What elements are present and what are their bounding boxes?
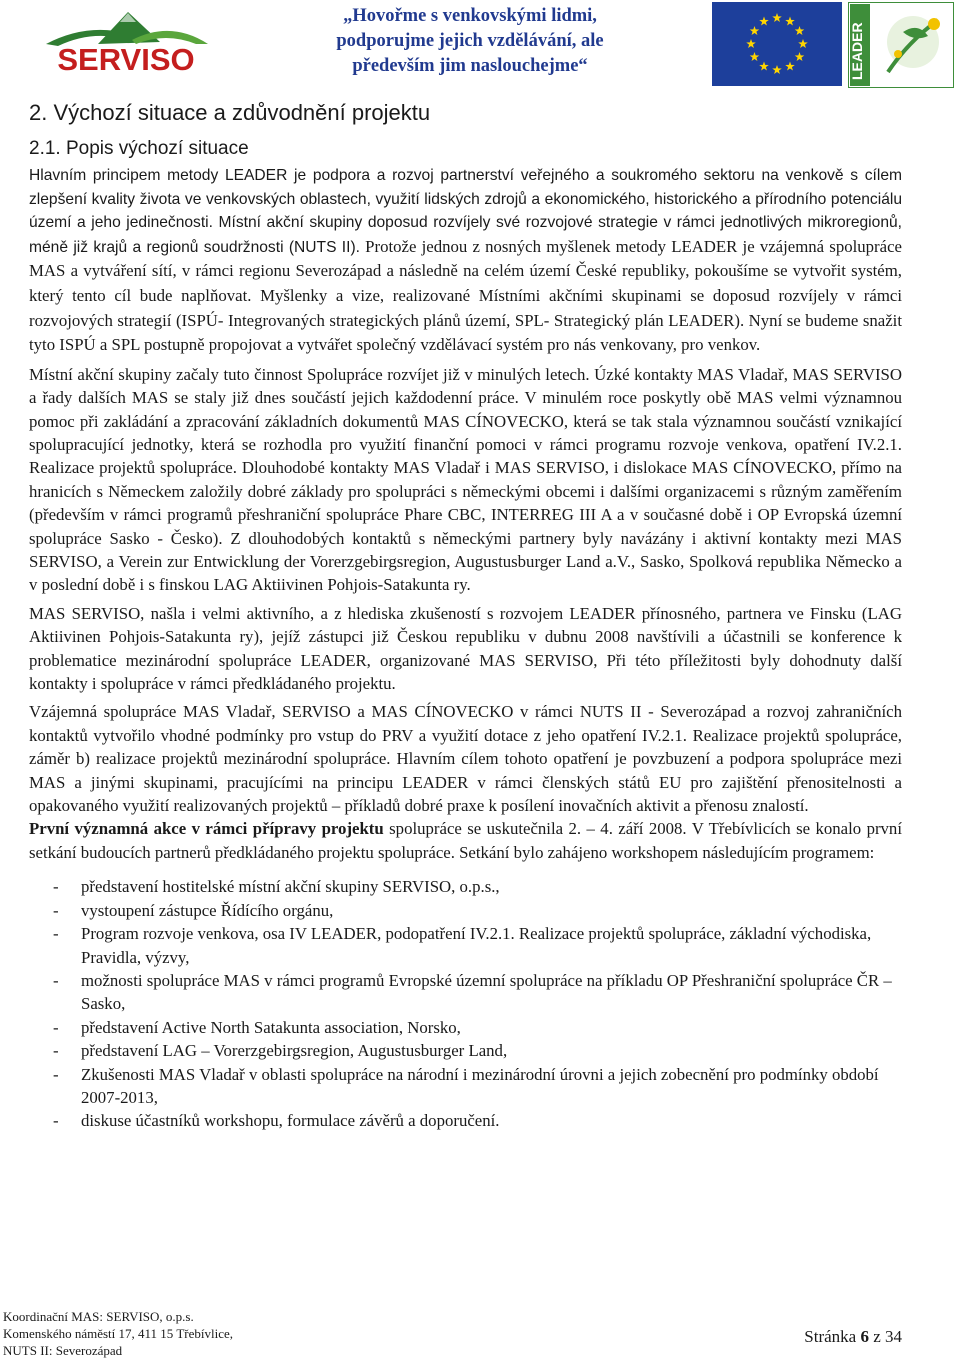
leader-logo <box>848 2 954 88</box>
section-title: 2. Výchozí situace a zdůvodnění projektu <box>29 100 431 125</box>
first-event-bold: První významná akce v rámci přípravy projektu <box>29 819 384 839</box>
page-sep: z <box>868 1327 885 1346</box>
paragraph-intro-part-2: Protože jednou z nosných myšlenek metody LEADER je vzájemná spolupráce MAS a vytváření sítí, v rámci regionu Severozápad a následně na celém území České republiky, pokoušíme se vytvořit systém, který tento cíl bude naplňovat. Myšlenky a vize, realizované Místními akčními skupinami se doposud rozvíjely v rámci rozvojových strategií (ISPÚ- Integrovaných strategických plánů území, SPL- Strategický plán LEADER). Nyní se budeme snažit tyto ISPÚ a SPL postupně propojovat a vytvářet společný vzdělávací systém pro nás venkovany, pro venkov. <box>29 236 902 355</box>
list-item: - vystoupení zástupce Řídícího orgánu, <box>53 900 334 920</box>
motto-line-1: „Hovořme s venkovskými lidmi, <box>343 6 597 26</box>
motto-line-3: především jim naslouchejme“ <box>352 56 588 76</box>
page-current: 6 <box>860 1327 869 1346</box>
paragraph-finland: MAS SERVISO, našla i velmi aktivního, a z hlediska zkušeností s rozvojem LEADER přínosného, partnera ve Finsku (LAG Aktiivinen Pohjois-Satakunta ry), jejíž zástupci již Českou republiku v dubnu 2008 navštívili a účastnili se konference k problematice mezinárodní spolupráce LEADER, organizované MAS SERVISO, Při této příležitosti byly dohodnuty další kontakty i spolupráce v rámci předkládaného projektu. <box>29 603 902 694</box>
leader-logo-text: LEADER <box>849 22 865 80</box>
header-motto <box>300 4 640 79</box>
page-total: 34 <box>885 1327 902 1346</box>
eu-flag-icon <box>712 2 842 86</box>
main-content <box>29 96 902 1133</box>
list-item: - diskuse účastníků workshopu, formulace závěrů a doporučení. <box>53 1111 500 1131</box>
serviso-logo <box>36 4 216 76</box>
serviso-logo-text: SERVISO <box>57 42 195 76</box>
motto-line-2: podporujme jejich vzdělávání, ale <box>336 31 604 51</box>
subsection-title: 2.1. Popis výchozí situace <box>29 138 249 159</box>
footer-address <box>3 1308 233 1359</box>
list-item: - představení hostitelské místní akční skupiny SERVISO, o.p.s., <box>53 877 500 897</box>
footer-line-3: NUTS II: Severozápad <box>3 1343 123 1358</box>
paragraph-intro-part-1: Hlavním principem metody LEADER je podpora a rozvoj partnerství veřejného a soukromého sektoru na venkově s cílem zlepšení kvality života ve venkovských oblastech, využití lidských zdrojů a ekonomického, historického a přírodního potenciálu území a jeho jedinečnosti. Místní akční skupiny doposud rozvíjely své rozvojové strategie v rámci jednotlivých mikroregionů, méně již krajů a regionů soudržnosti (NUTS II). <box>29 167 902 256</box>
footer-line-1: Koordinační MAS: SERVISO, o.p.s. <box>3 1309 194 1324</box>
paragraph-nuts: Vzájemná spolupráce MAS Vladař, SERVISO a MAS CÍNOVECKO v rámci NUTS II - Severozápad a rozvoj zahraničních kontaktů vytvořilo vhodné podmínky pro vstup do PRV a využití dotace z jeho opatření IV.2.1. Realizace projektů spolupráce, záměr b) realizace projektů mezinárodní spolupráce. Hlavním cílem tohoto opatření je povzbuzení a podpora spolupráce mezi MAS a jinými skupinami, pracujícími na principu LEADER v rámci členských států EU pro zajištění přenositelnosti a opakovaného využití realizovaných projektů – příkladů dobré praxe k posílení inovačních aktivit a přenosu znalostí. <box>29 702 902 816</box>
list-item: - Zkušenosti MAS Vladař v oblasti spolupráce na národní i mezinárodní úrovni a jejich zobecnění pro podmínky období 2007-2013, <box>53 1064 879 1107</box>
workshop-program-list <box>29 875 902 1132</box>
paragraph-first-event <box>29 817 902 864</box>
footer-line-2: Komenského náměstí 17, 411 15 Třebívlice, <box>3 1326 233 1341</box>
list-item: - možnosti spolupráce MAS v rámci programů Evropské územní spolupráce na příkladu OP Přeshraniční spolupráce ČR – Sasko, <box>53 970 892 1014</box>
first-event-rest: spolupráce se uskutečnila 2. – 4. září 2008. V Třebívlicích se konalo první setkání budoucích partnerů předkládaného projektu spolupráce. Setkání bylo zahájeno workshopem následujícím programem: <box>29 819 902 862</box>
page-number <box>804 1326 902 1348</box>
page-header <box>0 0 960 95</box>
page-label: Stránka <box>804 1327 861 1346</box>
list-item: - představení LAG – Vorerzgebirgsregion, Augustusburger Land, <box>53 1041 508 1061</box>
paragraph-intro <box>29 164 902 358</box>
list-item: - představení Active North Satakunta association, Norsko, <box>53 1017 461 1037</box>
paragraph-cooperation: Místní akční skupiny začaly tuto činnost Spolupráce rozvíjet již v minulých letech. Úzké kontakty MAS Vladař, MAS SERVISO a řady dalších MAS se staly již dnes součástí jejich každodenní práce. V minulém roce poskytly obě MAS velmi významnou pomoc při zakládání a zpracování základních dokumentů MAS CÍNOVECKO, která se tak stala významnou součástí vznikající spolupracující jednotky, která se rozhodla pro využití finanční pomoci v rámci programu rozvoje venkova, opatření IV.2.1. Realizace projektů spolupráce. Dlouhodobé kontakty MAS Vladař i MAS SERVISO, i dislokace MAS CÍNOVECKO, přímo na hranicích s Německem založily dobré základy pro spolupráci s německými obcemi i dalšími organizacemi s různým zaměřením (především v rámci programů přeshraniční spolupráce Phare CBC, INTERREG III A a v současné době i OP Evropská územní spolupráce Sasko - Česko). Z dlouhodobých kontaktů s německými partnery byly navázány i aktivní kontakty mezi MAS SERVISO, a Verein zur Entwicklung der Vorerzgebirgsregion, Augustusburger Land a.V., Sasko, Spolková republika Německo a v poslední době i s finskou LAG Aktiivinen Pohjois-Satakunta ry. <box>29 364 902 595</box>
list-item: - Program rozvoje venkova, osa IV LEADER, podopatření IV.2.1. Realizace projektů spolupráce, základní východiska, Pravidla, výzvy, <box>53 924 872 967</box>
